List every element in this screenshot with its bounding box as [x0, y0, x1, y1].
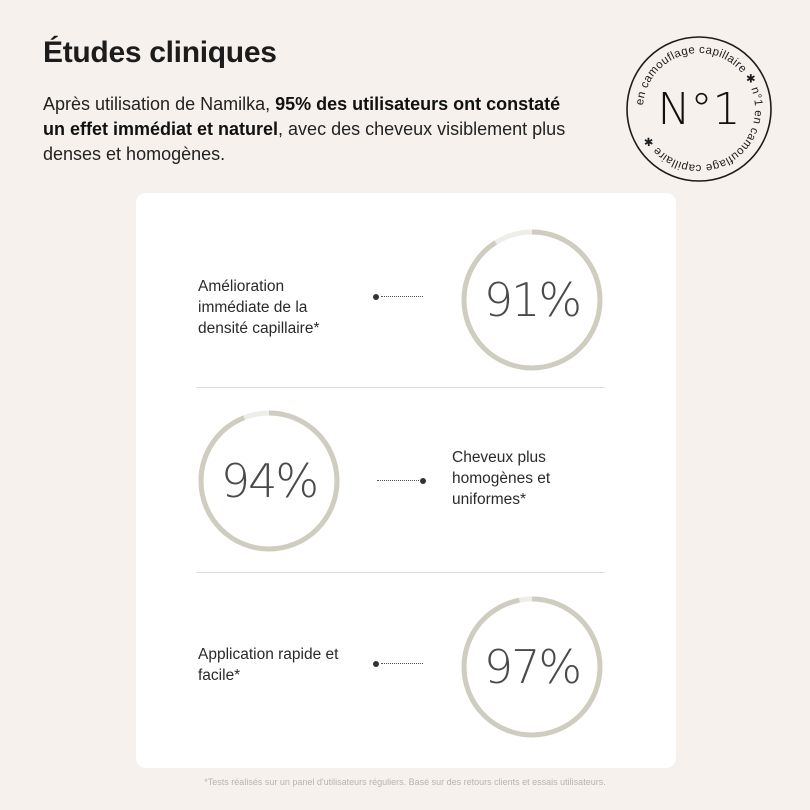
connector-line [377, 480, 419, 481]
seal-ring-textpath: en camouflage capillaire ✱ n°1 en camouflage capillaire ✱ [634, 43, 765, 175]
stats-card [136, 193, 676, 768]
connector-application [373, 660, 425, 668]
connector-line [381, 663, 423, 664]
stat-ring-density [459, 227, 605, 373]
stat-label-density: Amélioration immédiate de la densité capillaire* [198, 278, 320, 337]
stat-value-uniformity: 94% [220, 454, 318, 508]
stat-value-application: 97% [483, 640, 581, 694]
intro-part2: , avec des cheveux visiblement plus denses et homogènes. [43, 119, 566, 164]
stat-label-uniformity: Cheveux plus homogènes et uniformes* [452, 449, 551, 508]
footnote: *Tests réalisés sur un panel d'utilisateurs réguliers. Basé sur des retours clients et essais utilisateurs. [204, 777, 606, 787]
connector-uniformity [377, 477, 429, 485]
divider [196, 387, 605, 388]
stat-ring-uniformity [196, 408, 342, 554]
stat-label-application: Application rapide et facile* [198, 646, 339, 684]
connector-dot [420, 478, 426, 484]
intro-text [43, 92, 583, 167]
page-title: Études cliniques [43, 36, 277, 69]
connector-line [381, 296, 423, 297]
seal-number: N°1 [657, 84, 741, 135]
number-one-seal [624, 34, 774, 184]
stat-ring-application [459, 594, 605, 740]
connector-dot [373, 294, 379, 300]
intro-highlight: 95% des utilisateurs ont constaté un effet immédiat et naturel [43, 94, 561, 139]
divider [196, 572, 605, 573]
connector-dot [373, 661, 379, 667]
stat-value-density: 91% [483, 273, 581, 327]
connector-density [373, 293, 425, 301]
seal-graphic [624, 34, 774, 184]
intro-part1: Après utilisation de Namilka, [43, 94, 276, 114]
